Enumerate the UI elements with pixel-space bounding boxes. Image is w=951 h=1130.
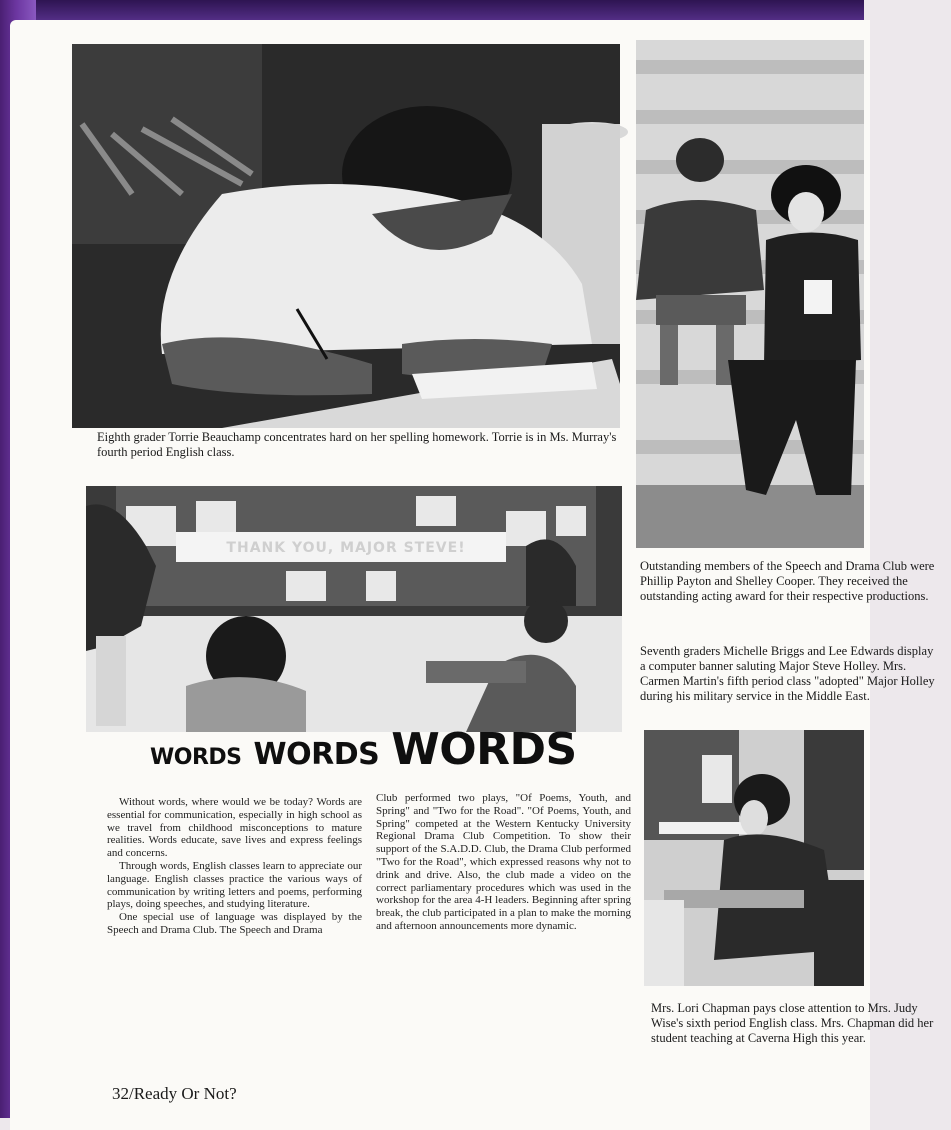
page-folio: 32/Ready Or Not? (112, 1084, 237, 1103)
photo-thank-you-banner (86, 486, 622, 732)
article-column-2 (376, 792, 631, 933)
headline-word-large: WORDS (391, 724, 577, 775)
article-paragraph: One special use of language was displayed by the Speech and Drama Club. The Speech and Drama (107, 911, 362, 936)
caption-student-writing: Eighth grader Torrie Beauchamp concentrates hard on her spelling homework. Torrie is in Ms. Murray's fourth period English class. (97, 430, 617, 459)
article-paragraph: Without words, where would we be today? Words are essential for communication, especially in high school as we travel from childhood misconceptions to mature realities. Words educate, save lives and express feelings and concerns. (107, 796, 362, 860)
headline-word-medium: WORDS (253, 737, 380, 772)
headline-word-small: WORDS (150, 745, 242, 770)
caption-thank-you-banner: Seventh graders Michelle Briggs and Lee Edwards display a computer banner saluting Major Steve Holley. Mrs. Carmen Martin's fifth period class "adopted" Major Holley during his military service in the Middle East. (640, 644, 935, 703)
binding-edge-top (0, 0, 864, 22)
photo-drama-members (636, 40, 864, 548)
photo-student-teacher (644, 730, 864, 986)
photo-student-writing (72, 44, 620, 428)
caption-student-teacher: Mrs. Lori Chapman pays close attention to Mrs. Judy Wise's sixth period English class. Mrs. Chapman did her student teaching at Caverna High this year. (651, 1001, 934, 1045)
banner-text: THANK YOU, MAJOR STEVE! (226, 540, 466, 556)
article-column-1 (107, 796, 362, 937)
article-paragraph: Club performed two plays, "Of Poems, Youth, and Spring" and "Two for the Road". "Of Poems, Youth, and Spring" competed at the Western Kentucky University Regional Drama Club Competition. To show their support of the S.A.D.D. Club, the Drama Club performed "Two for the Road", which expressed reasons why not to drink and drive. Also, the club made a video on the correct parliamentary procedures which was used in the workshop for the area 4-H leaders. Beginning after spring break, the club participated in a plan to make the morning and afternoon announcements more dynamic. (376, 792, 631, 932)
caption-drama-members: Outstanding members of the Speech and Drama Club were Phillip Payton and Shelley Cooper. They received the outstanding acting award for their respective productions. (640, 559, 935, 603)
headline-words (150, 724, 610, 780)
article-paragraph: Through words, English classes learn to appreciate our language. English classes practice the various ways of communication by writing letters and poems, performing plays, doing speeches, and studying literature. (107, 859, 362, 911)
